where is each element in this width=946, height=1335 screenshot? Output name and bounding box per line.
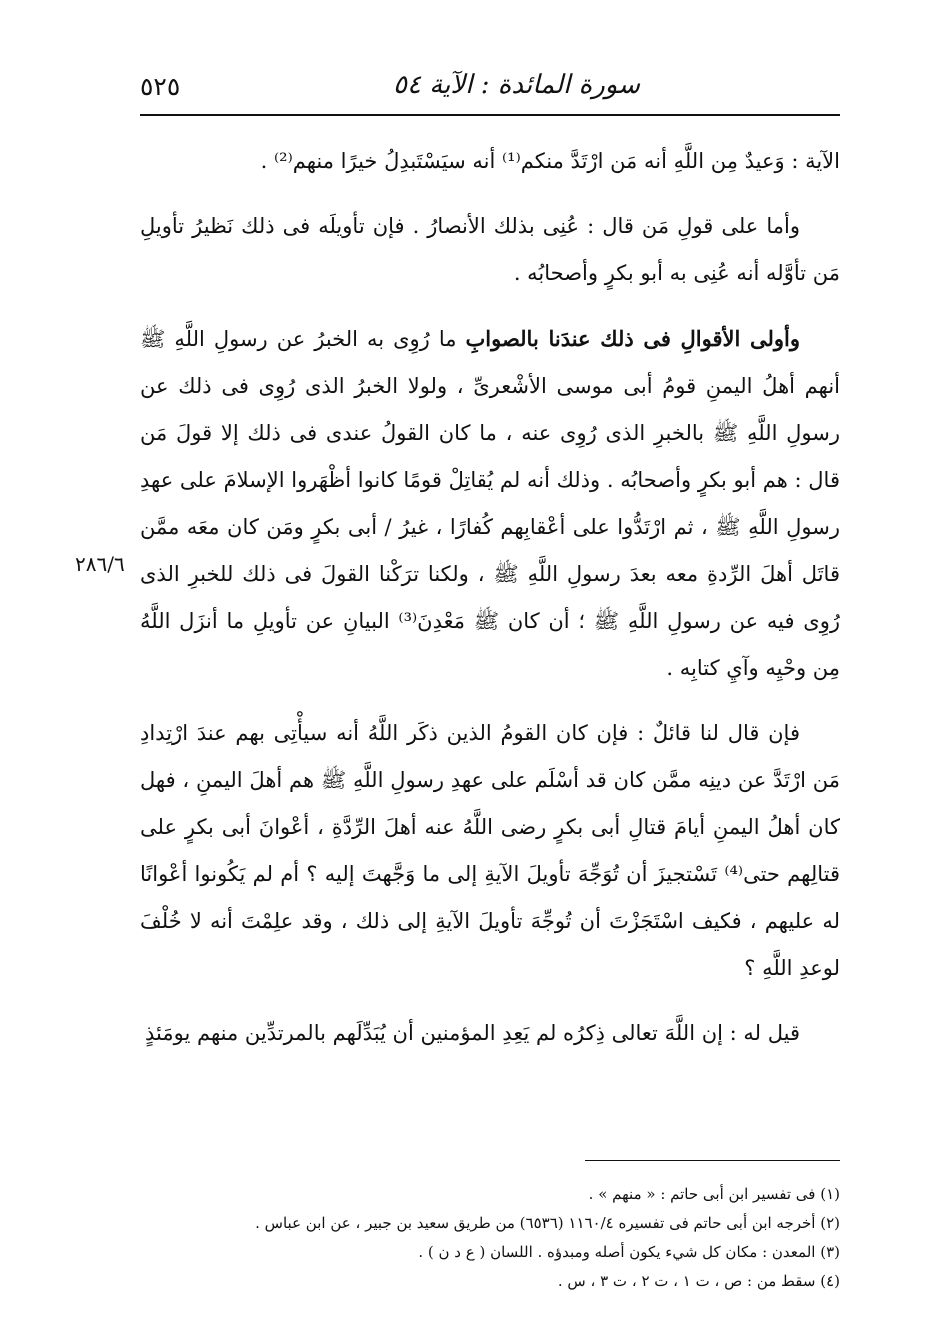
margin-reference: ٢٨٦/٦ [75,552,125,576]
paragraph-3-lead: وأولى الأقوالِ فى ذلك عندَنا بالصوابِ [465,326,800,351]
footnotes [140,1180,840,1296]
running-title: سورة المائدة : الآية ٥٤ [393,70,640,100]
footnote-3: (٣) المعدن : مكان كل شيء يكون أصله ومبدؤه . اللسان ( ع د ن ) . [418,1243,840,1261]
header-rule [140,114,840,116]
paragraph-5: قيل له : إن اللَّهَ تعالى ذِكرُه لم يَعِدِ المؤمنين أن يُبَدِّلَهم بالمرتدِّين منهم يومَئذٍ [144,1021,800,1045]
page-number: ٥٢٥ [140,72,181,101]
paragraph-4: فإن قال لنا قائلٌ : فإن كان القومُ الذين ذكَر اللَّهُ أنه سيأْتِى بهم عندَ ارْتِدادِ مَن ارْتَدَّ عن دينِه ممَّن كان قد أسْلَم على عهدِ رسولِ اللَّهِ ﷺ هم أهلَ اليمنِ ، فهل كان أهلُ اليمنِ أيامَ قتالِ أبى بكرٍ رضى اللَّهُ عنه أهلَ الرِّدَّةِ ، أعْوانَ أبى بكرٍ على قتالِهم حتى⁽⁴⁾ تَسْتجيزَ أن تُوَجِّهَ تأويلَ الآيةِ إلى ما وَجَّهتَ إليه ؟ أم لم يَكُونوا أعْوانًا له عليهم ، فكيف اسْتَجَزْتَ أن تُوجِّهَ تأويلَ الآيةِ إلى ذلك ، وقد علِمْتَ أنه لا خُلْفَ لوعدِ اللَّهِ ؟ [140,721,840,980]
footnote-2: (٢) أخرجه ابن أبى حاتم فى تفسيره ١١٦٠/٤ (٦٥٣٦) من طريق سعيد بن جبير ، عن ابن عباس . [255,1214,840,1232]
paragraph-3-text: ما رُوِى به الخبرُ عن رسولِ اللَّهِ ﷺ أنهم أهلُ اليمنِ قومُ أبى موسى الأشْعرىِّ ، ولولا الخبرُ الذى رُوِى فى ذلك عن رسولِ اللَّهِ ﷺ بالخبرِ الذى رُوِى عنه ، ما كان القولُ عندى فى ذلك إلا قولَ مَن قال : هم أبو بكرٍ وأصحابُه . وذلك أنه لم يُقاتِلْ قومًا كانوا أظْهَروا الإسلامَ على عهدِ رسولِ اللَّهِ ﷺ ، ثم ارْتَدُّوا على أعْقابِهم كُفارًا ، غيرُ / أبى بكرٍ ومَن كان معَه ممَّن قاتَل أهلَ الرِّدةِ معه بعدَ رسولِ اللَّهِ ﷺ ، ولكنا ترَكْنا القولَ فى ذلك للخبرِ الذى رُوِى فيه عن رسولِ اللَّهِ ﷺ ؛ أن كان ﷺ مَعْدِنَ⁽³⁾ البيانِ عن تأويلِ ما أنزَل اللَّهُ مِن وحْيِه وآيِ كتابِه . [140,327,840,680]
paragraph-1: الآية : وَعيدٌ مِن اللَّهِ أنه مَن ارْتَدَّ منكم⁽¹⁾ أنه سيَسْتَبدِلُ خيرًا منهم⁽²⁾ . [260,149,840,173]
page-header [140,62,840,110]
footnote-1: (١) فى تفسير ابن أبى حاتم : « منهم » . [588,1185,840,1203]
footnote-4: (٤) سقط من : ص ، ت ١ ، ت ٢ ، ت ٣ ، س . [557,1272,840,1290]
paragraph-2: وأما على قولِ مَن قال : عُنِى بذلك الأنصارُ . فإن تأويلَه فى ذلك نَظيرُ تأويلِ مَن تأوَّله أنه عُنِى به أبو بكرٍ وأصحابُه . [140,214,840,285]
footnote-rule [585,1160,840,1161]
paragraph-3 [140,315,840,692]
main-text [140,138,840,1075]
